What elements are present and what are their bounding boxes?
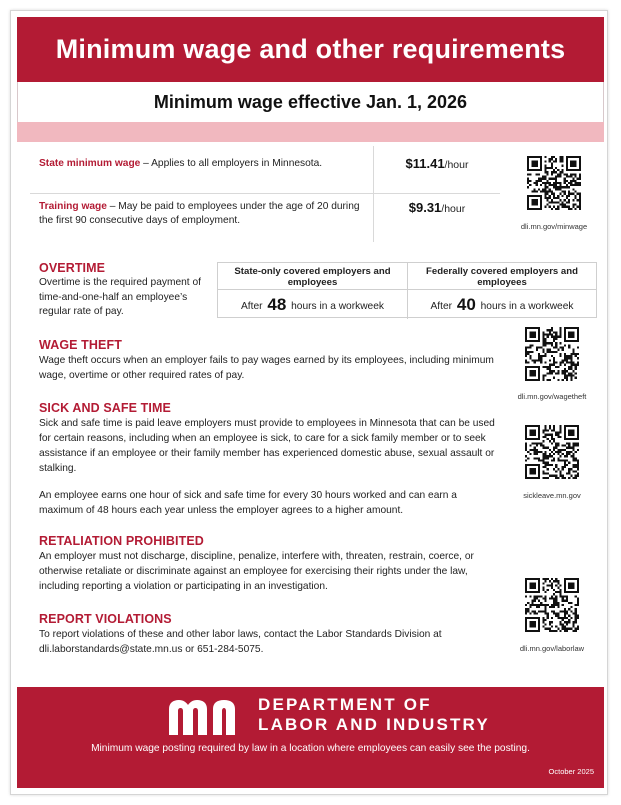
- overtime-column-value: [408, 290, 596, 318]
- sick-safe-heading: SICK AND SAFE TIME: [39, 401, 171, 415]
- overtime-column-header: State-only covered employers and employees: [218, 263, 407, 290]
- department-name-line-2: LABOR AND INDUSTRY: [258, 715, 490, 734]
- subheader: [17, 82, 604, 122]
- overtime-heading: OVERTIME: [39, 261, 106, 275]
- wage-amount-value: $9.31: [408, 200, 442, 215]
- page-title: Minimum wage and other requirements: [55, 34, 566, 64]
- report-body: To report violations of these and other labor laws, contact the Labor Standards Division at dli.laborstandards@state.mn.us or 651-284-5075.: [39, 629, 442, 655]
- header-band: [17, 17, 604, 82]
- qr-code-icon[interactable]: [525, 425, 579, 479]
- wage-theft-body: Wage theft occurs when an employer fails to pay wages earned by its employees, including minimum wage, overtime or other required rates of pay.: [39, 355, 494, 381]
- wage-row-training: [30, 194, 500, 242]
- mn-logo-icon: [167, 699, 255, 735]
- qr-caption-laborlaw[interactable]: dli.mn.gov/laborlaw: [519, 644, 585, 653]
- qr-code-icon[interactable]: [525, 327, 579, 381]
- wage-table: [30, 146, 500, 242]
- overtime-column-value: [218, 290, 407, 318]
- wage-term: State minimum wage: [39, 158, 141, 169]
- wage-description-text: – Applies to all employers in Minnesota.: [140, 158, 323, 169]
- revision-date: October 2025: [548, 767, 594, 776]
- overtime-suffix: hours in a workweek: [291, 301, 384, 312]
- wage-description: [39, 157, 369, 171]
- wage-amount-unit: /hour: [444, 159, 469, 171]
- retaliation-heading: RETALIATION PROHIBITED: [39, 534, 204, 548]
- overtime-table: [217, 262, 597, 318]
- footer-band: [17, 687, 604, 788]
- qr-caption-minwage[interactable]: dli.mn.gov/minwage: [520, 222, 588, 231]
- overtime-prefix: After: [241, 301, 263, 312]
- qr-caption-sickleave[interactable]: sickleave.mn.gov: [523, 491, 581, 500]
- sick-safe-body-1: Sick and safe time is paid leave employers must provide to employees in Minnesota that can be used for certain reasons, including when an employee is sick, to care for a sick family member or to seek assistance if an employee or their family member has experienced domestic abuse, sexual assault or stalking.: [39, 418, 495, 474]
- wage-amount-value: $11.41: [405, 156, 445, 171]
- wage-theft-heading: WAGE THEFT: [39, 338, 122, 352]
- qr-code-icon[interactable]: [527, 156, 581, 210]
- qr-caption-wagetheft[interactable]: dli.mn.gov/wagetheft: [517, 392, 587, 401]
- divider-strip: [17, 122, 604, 142]
- wage-description: [39, 200, 369, 228]
- report-heading: REPORT VIOLATIONS: [39, 612, 172, 626]
- overtime-suffix: hours in a workweek: [480, 301, 574, 312]
- overtime-hours: 40: [456, 295, 476, 314]
- wage-description-text: – May be paid to employees under the age of 20 during the first 90 consecutive days of employment.: [39, 201, 360, 226]
- retaliation-body: An employer must not discharge, discipline, penalize, interfere with, threaten, restrain, coerce, or otherwise retaliate or discriminate against an employee for exercising their rights under the law, including reporting a violation or participating in an investigation.: [39, 551, 474, 592]
- sick-safe-body-2: An employee earns one hour of sick and safe time for every 30 hours worked and can earn a maximum of 48 hours each year unless the employer agrees to a higher amount.: [39, 490, 457, 516]
- posting-requirement-note: Minimum wage posting required by law in a location where employees can easily see the posting.: [91, 743, 530, 754]
- overtime-body: Overtime is the required payment of time-and-one-half an employee’s regular rate of pay.: [39, 277, 201, 317]
- overtime-hours: 48: [267, 295, 287, 314]
- department-name-line-1: DEPARTMENT OF: [258, 695, 432, 714]
- effective-date-title: Minimum wage effective Jan. 1, 2026: [153, 91, 468, 112]
- wage-row-state-minimum: [30, 146, 500, 194]
- wage-term: Training wage: [39, 201, 107, 212]
- qr-code-icon[interactable]: [525, 578, 579, 632]
- wage-table-divider: [373, 146, 374, 242]
- overtime-column-header: Federally covered employers and employees: [408, 263, 596, 290]
- overtime-prefix: After: [430, 301, 453, 312]
- overtime-column-state: [218, 263, 408, 319]
- wage-amount-unit: /hour: [441, 203, 466, 215]
- wage-amount: [374, 156, 500, 171]
- wage-amount: [374, 200, 500, 215]
- overtime-column-federal: [408, 263, 596, 319]
